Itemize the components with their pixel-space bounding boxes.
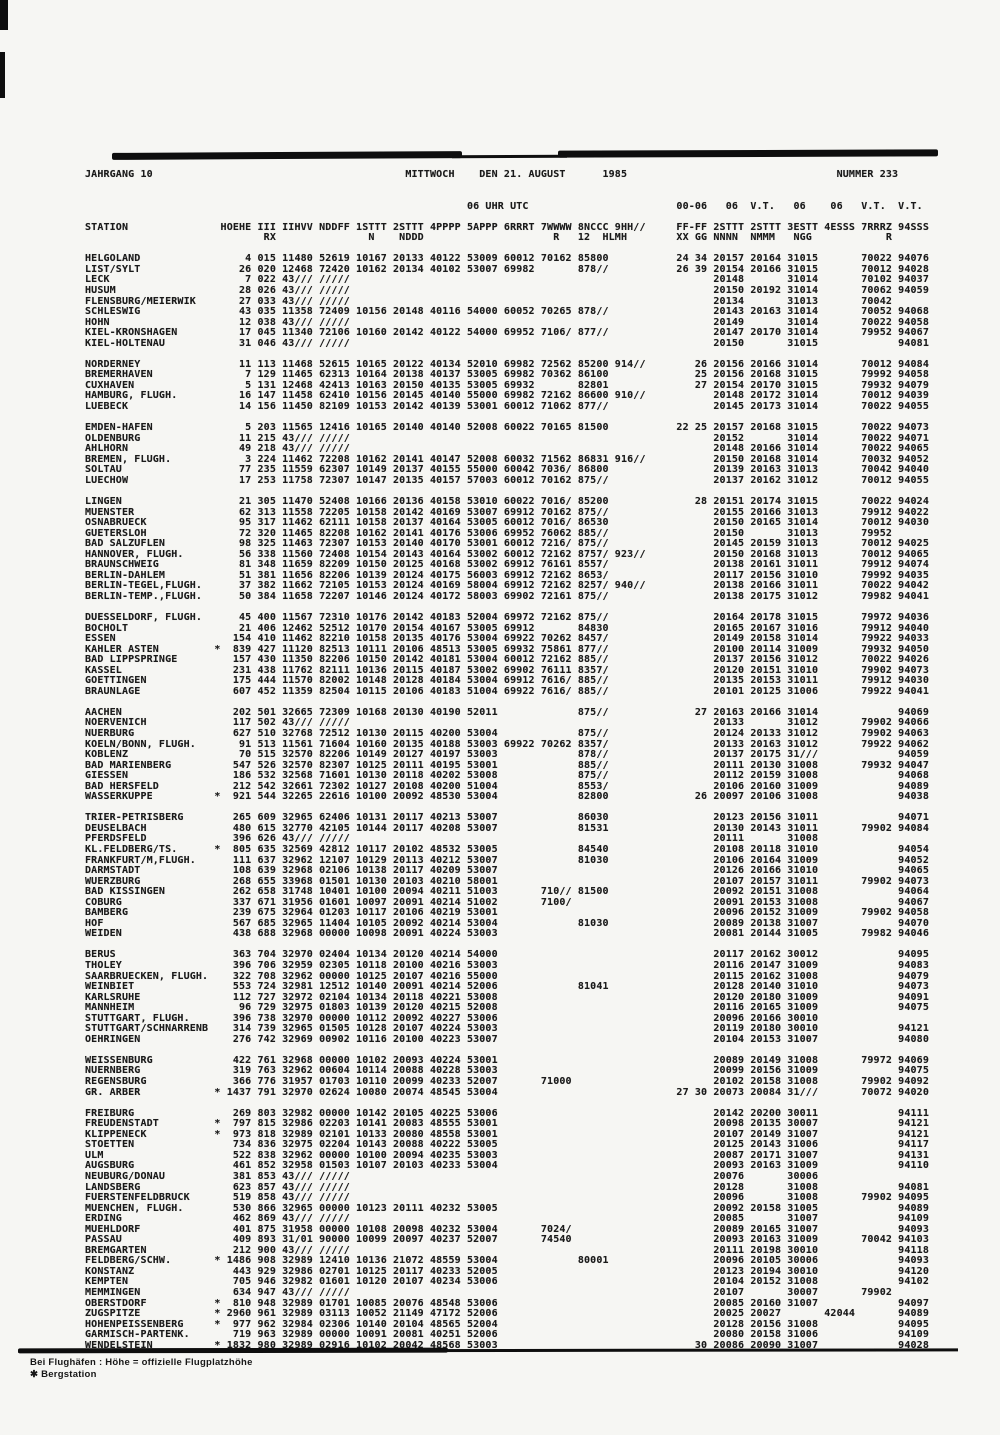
table-row: BRAUNLAGE 607 452 11359 82504 10115 20106 40183 51004 69922 7616/ 885// 20101 20125 31006 79922 94041 [85,685,929,697]
table-row: THOLEY 396 706 32959 02305 10118 20100 40216 53003 20116 20147 31009 94083 [85,960,929,972]
table-row: MUENCHEN, FLUGH. 530 866 32965 00000 10123 20111 40232 53005 20092 20158 31005 94089 [85,1202,929,1214]
table-row: GIESSEN 186 532 32568 71601 10130 20118 40202 53008 875// 20112 20159 31008 94068 [85,770,929,782]
table-row: LANDSBERG 623 857 43/// ///// 20128 31008 94081 [85,1181,929,1193]
table-row: COBURG 337 671 31956 01601 10097 20091 40214 51002 7100/ 20091 20153 31008 94067 [85,896,929,908]
weather-data-table [85,170,929,1351]
table-row: BRAUNSCHWEIG 81 348 11659 82209 10150 20125 40168 53002 69912 76161 8557/ 20138 20161 31011 79912 94074 [85,559,929,571]
table-row: BERLIN-DAHLEM 51 381 11656 82206 10139 20124 40175 56003 69912 72162 8653/ 20117 20156 31010 79992 94035 [85,569,929,581]
table-row: FRANKFURT/M,FLUGH. 111 637 32962 12107 10129 20113 40212 53007 81030 20106 20164 31009 94052 [85,854,929,866]
table-row: KONSTANZ 443 929 32986 02701 10125 20117 40233 52005 20123 20194 30010 94120 [85,1265,929,1277]
table-row: GUETERSLOH 72 320 11465 82208 10162 20141 40176 53006 69952 76062 885// 20150 31013 79952 [85,527,893,539]
table-row: HAMBURG, FLUGH. 16 147 11458 62410 10156 20145 40140 55000 69982 72162 86600 910// 20148 20172 31014 70012 94039 [85,390,929,402]
blank-line [85,181,929,192]
table-row: DUESSELDORF, FLUGH. 45 400 11567 72310 10176 20142 40183 52004 69972 72162 875// 20164 20178 31015 79972 94036 [85,611,929,623]
table-row: DARMSTADT 108 639 32968 02106 10138 20117 40209 53007 20126 20166 31010 94065 [85,865,929,877]
table-row: HELGOLAND 4 015 11480 52619 10167 20133 40122 53009 60012 70162 85800 24 34 20157 20164 31015 70022 94076 [85,253,929,265]
scan-top-rule [558,149,938,157]
table-row: OBERSTDORF * 810 948 32989 01701 10085 20076 48548 53006 20085 20160 31007 94097 [85,1297,929,1309]
table-row: KLIPPENECK * 973 818 32989 02101 10133 20080 48558 53001 20107 20149 31007 94121 [85,1128,929,1140]
table-row: ERDING 462 869 43/// ///// 20085 31007 94109 [85,1213,929,1225]
table-row: OSNABRUECK 95 317 11462 62111 10158 20137 40164 53005 60012 7016/ 86530 20150 20165 31014 70012 94030 [85,517,929,529]
table-row: EMDEN-HAFEN 5 203 11565 12416 10165 20140 40140 52008 60022 70165 81500 22 25 20157 20168 31015 70022 94073 [85,422,929,434]
table-row: SCHLESWIG 43 035 11358 72409 10156 20148 40116 54000 60052 70265 878// 20143 20163 31014 70052 94068 [85,306,929,318]
table-row: LINGEN 21 305 11470 52408 10166 20136 40158 53010 60022 7016/ 85200 28 20151 20174 31015 70022 94024 [85,495,929,507]
table-row: BREMEN, FLUGH. 3 224 11462 72208 10162 20141 40147 52008 60032 71562 86831 916// 20150 20168 31014 70032 94052 [85,453,929,465]
table-row: LUEBECK 14 156 11450 82109 10153 20142 40139 53001 60012 71062 877// 20145 20173 31014 70022 94055 [85,401,929,413]
table-row: NEUBURG/DONAU 381 853 43/// ///// 20076 30006 [85,1170,819,1182]
table-row: BAD LIPPSPRINGE 157 430 11350 82206 10150 20142 40181 53004 60012 72162 885// 20137 20156 31012 70022 94026 [85,654,929,666]
table-row: HOF 567 685 32965 11404 10105 20092 40214 53004 81030 20089 20138 31007 94070 [85,917,929,929]
table-row: OEHRINGEN 276 742 32969 00902 10116 20100 40223 53007 20104 20153 31007 94080 [85,1033,929,1045]
table-row: FUERSTENFELDBRUCK 519 858 43/// ///// 20096 31008 79902 94095 [85,1192,929,1204]
table-row: KAHLER ASTEN * 839 427 11120 82513 10111 20106 48513 53005 69932 75861 877// 20100 20114 31009 79932 94050 [85,643,929,655]
table-row: WASSERKUPPE * 921 544 32265 22616 10100 20092 48530 53004 82800 26 20097 20106 31008 94038 [85,791,929,803]
table-row: KL.FELDBERG/TS. * 805 635 32569 42812 10117 20102 48532 53005 84540 20108 20118 31010 94054 [85,844,929,855]
table-row: LIST/SYLT 26 020 12468 72420 10162 20134 40102 53007 69982 878// 26 39 20154 20166 31015 70012 94028 [85,263,929,275]
table-row: AUGSBURG 461 852 32958 01503 10107 20103 40233 53004 20093 20163 31009 94110 [85,1160,929,1172]
table-row: NUERBURG 627 510 32768 72512 10130 20115 40200 53004 875// 20124 20133 31012 79902 94063 [85,727,929,739]
table-row: NUERNBERG 319 763 32962 00604 10114 20088 40228 53003 20099 20156 31009 94075 [85,1065,929,1077]
table-row: BREMERHAVEN 7 129 11465 62313 10164 20138 40137 53005 69982 70362 86100 25 20156 20168 31015 79992 94058 [85,369,929,381]
masthead-line: JAHRGANG 10 MITTWOCH DEN 21. AUGUST 1985 NUMMER 233 [85,169,899,180]
table-row: BERLIN-TEGEL,FLUGH. 37 382 11662 72105 10153 20124 40169 58004 69912 72162 8257/ 940// 20138 20166 31011 70022 94042 [85,580,929,592]
table-row: CUXHAVEN 5 131 12468 42413 10163 20150 40135 53005 69932 82801 27 20154 20170 31015 79932 94079 [85,379,929,391]
footnote-airport-height: Bei Flughäfen : Höhe = offizielle Flugplatzhöhe [30,1357,253,1368]
table-row: BAD HERSFELD 212 542 32661 72302 10127 20108 40200 51004 8553/ 20106 20160 31009 94089 [85,780,929,792]
table-row: BAD MARIENBERG 547 526 32570 82307 10125 20111 40195 53001 885// 20111 20130 31008 79932 94047 [85,759,929,771]
table-row: LECK 7 022 43/// ///// 20148 31014 70102 94037 [85,274,929,286]
table-row: LUECHOW 17 253 11758 72307 10147 20135 40157 57003 60012 70162 875// 20137 20162 31012 70012 94055 [85,474,929,486]
table-row: WUERZBURG 268 655 33968 01501 10130 20103 40210 58001 20107 20157 31011 79902 94073 [85,875,929,887]
table-row: FREIBURG 269 803 32982 00000 10142 20105 40225 53006 20142 20200 30011 94111 [85,1107,929,1119]
table-row: ESSEN 154 410 11462 82210 10158 20135 40176 53004 69922 70262 8457/ 20149 20158 31014 79922 94033 [85,633,929,645]
footnote-mountain-station: ✱ Bergstation [30,1368,97,1380]
table-row: WENDELSTEIN * 1832 980 32989 02916 10102 20042 48568 53003 30 20086 20090 31007 94028 [85,1339,929,1351]
table-row: ZUGSPITZE * 2960 961 32989 03113 10052 21149 47172 52006 20025 20027 42044 94089 [85,1308,929,1320]
table-row: WEIDEN 438 688 32968 00000 10098 20091 40224 53003 20081 20144 31005 79982 94046 [85,928,929,940]
table-row: TRIER-PETRISBERG 265 609 32965 62406 10131 20117 40213 53007 86030 20123 20156 31011 94071 [85,812,929,824]
table-row: MUEHLDORF 401 875 31958 00000 10108 20098 40232 53004 7024/ 20089 20165 31007 94093 [85,1223,929,1235]
table-row: KEMPTEN 705 946 32982 01601 10120 20107 40234 53006 20104 20152 31008 94102 [85,1276,929,1288]
table-row: STUTTGART/SCHNARRENB 314 739 32965 01505 10128 20107 40224 53003 20119 20180 30010 94121 [85,1023,929,1035]
table-row: MANNHEIM 96 729 32975 01803 10139 20120 40215 52008 20116 20165 31009 94075 [85,1002,929,1014]
table-row: DEUSELBACH 480 615 32770 42105 10144 20117 40208 53007 81531 20130 20143 31011 79902 94084 [85,822,929,834]
table-row: KOBLENZ 70 515 32570 82206 10149 20127 40197 53003 878// 20137 20175 31/// 94059 [85,749,929,761]
table-row: AACHEN 202 501 32665 72309 10168 20130 40190 52011 875// 27 20163 20166 31014 94069 [85,706,929,718]
table-row: GR. ARBER * 1437 791 32970 02624 10080 20074 48545 53004 27 30 20073 20084 31/// 70072 94020 [85,1086,929,1098]
table-row: HANNOVER, FLUGH. 56 338 11560 72408 10154 20143 40164 53002 60012 72162 8757/ 923// 20150 20168 31013 70012 94065 [85,548,929,560]
table-row: WEISSENBURG 422 761 32968 00000 10102 20093 40224 53001 20089 20149 31008 79972 94069 [85,1054,929,1066]
table-row: BERUS 363 704 32970 02404 10134 20120 40214 54000 20117 20162 30012 94095 [85,949,929,961]
table-row: HOHENPEISSENBERG * 977 962 32984 02306 10140 20104 48565 52004 20128 20156 31008 94095 [85,1318,929,1330]
table-row: NOERVENICH 117 502 43/// ///// 20133 31012 79902 94066 [85,717,929,729]
table-row: HUSUM 28 026 43/// ///// 20150 20192 31014 70062 94059 [85,285,929,297]
table-row: FLENSBURG/MEIERWIK 27 033 43/// ///// 20134 31013 70042 [85,295,893,307]
table-row: FELDBERG/SCHW. * 1486 908 32989 12410 10136 21072 48559 53004 80001 20096 20105 30006 94093 [85,1255,929,1267]
table-row: GARMISCH-PARTENK. 719 963 32989 00000 10091 20081 40251 52006 20080 20158 31006 94109 [85,1329,929,1341]
table-row: STOETTEN 734 836 32975 02204 10143 20088 40222 53005 20125 20143 31006 94117 [85,1139,929,1151]
table-row: BOCHOLT 21 406 12462 52512 10170 20154 40167 53005 69912 84830 20165 20167 31016 79912 94040 [85,622,929,634]
table-row: WEINBIET 553 724 32981 12512 10140 20091 40214 52006 81041 20128 20140 31010 94073 [85,981,929,993]
table-row: BREMGARTEN 212 900 43/// ///// 20111 20198 30010 94118 [85,1244,929,1256]
table-row: KIEL-KRONSHAGEN 17 045 11340 72106 10160 20142 40122 54000 69952 7106/ 877// 20147 20170 31014 79952 94067 [85,327,929,339]
table-row: NORDERNEY 11 113 11468 52615 10165 20122 40134 52010 69982 72562 85200 914// 26 20156 20166 31014 70012 94084 [85,358,929,370]
table-row: KARLSRUHE 112 727 32972 02104 10134 20118 40221 53008 20120 20180 31009 94091 [85,991,929,1003]
table-row: PFERDSFELD 396 626 43/// ///// 20111 31008 [85,833,819,845]
footnotes [30,1357,253,1380]
column-header-line: STATION HOEHE III IIHVV NDDFF 1STTT 2STTT 4PPPP 5APPP 6RRRT 7WWWW 8NCCC 9HH// FF-FF 2STTT 2STTT 3ESTT 4ESSS 7RRRZ 94SSS [85,221,929,233]
table-row: REGENSBURG 366 776 31957 01703 10110 20099 40233 52007 71000 20102 20158 31008 79902 94092 [85,1076,929,1088]
column-header-line: RX N NDDD R 12 HLMH XX GG NNNN NMMM NGG R [85,232,893,244]
scan-top-rule [452,155,567,159]
table-row: FREUDENSTADT * 797 815 32986 02203 10141 20083 48555 53001 20098 20135 30007 94121 [85,1118,929,1130]
scan-edge-mark [0,52,5,98]
table-row: KOELN/BONN, FLUGH. 91 513 11561 71604 10160 20135 40188 53003 69922 70262 8357/ 20133 20163 31012 79922 94062 [85,738,929,750]
table-row: BERLIN-TEMP.,FLUGH. 50 384 11658 72207 10146 20124 40172 58003 69902 72161 875// 20138 20175 31012 79982 94041 [85,590,929,602]
table-row: ULM 522 838 32962 00000 10100 20094 40235 53003 20087 20171 31007 94131 [85,1149,929,1161]
table-row: BAMBERG 239 675 32964 01203 10117 20106 40219 53001 20096 20152 31009 79902 94058 [85,907,929,919]
table-row: GOETTINGEN 175 444 11570 82002 10148 20128 40184 53004 69912 7616/ 885// 20135 20153 31011 79912 94030 [85,675,929,687]
table-row: SAARBRUECKEN, FLUGH. 322 708 32962 00000 10125 20107 40216 55000 20115 20162 31008 94079 [85,970,929,982]
table-row: KIEL-HOLTENAU 31 046 43/// ///// 20150 31015 94081 [85,337,929,349]
table-row: KASSEL 231 438 11762 82111 10136 20115 40187 53002 69902 76111 8357/ 20120 20151 31010 79902 94073 [85,664,929,676]
scan-edge-mark [0,0,8,30]
table-row: BAD KISSINGEN 262 658 31748 10401 10100 20094 40211 51003 710// 81500 20092 20151 31008 94064 [85,886,929,898]
table-row: HOHN 12 038 43/// ///// 20149 31014 70022 94058 [85,316,929,328]
time-header-line: 06 UHR UTC 00-06 06 V.T. 06 06 V.T. V.T. [85,200,923,212]
table-row: OLDENBURG 11 215 43/// ///// 20152 31014 70022 94071 [85,432,929,444]
table-row: SOLTAU 77 235 11559 62307 10149 20137 40155 55000 60042 7036/ 86800 20139 20163 31013 70042 94040 [85,464,929,476]
scan-top-rule [112,151,462,160]
table-row: BAD SALZUFLEN 98 325 11463 72307 10153 20140 40170 53001 60012 7216/ 875// 20145 20159 31013 70012 94025 [85,538,929,550]
table-row: MEMMINGEN 634 947 43/// ///// 20107 30007 79902 [85,1286,893,1298]
table-row: MUENSTER 62 313 11558 72205 10158 20142 40169 53007 69912 70162 875// 20155 20166 31013 79912 94022 [85,506,929,518]
table-row: AHLHORN 49 218 43/// ///// 20148 20166 31014 70022 94065 [85,443,929,455]
table-row: PASSAU 409 893 31/01 90000 10099 20097 40237 52007 74540 20093 20163 31009 70042 94103 [85,1234,929,1246]
table-row: STUTTGART, FLUGH. 396 738 32970 00000 10112 20092 40227 53006 20096 20166 30010 [85,1012,819,1024]
